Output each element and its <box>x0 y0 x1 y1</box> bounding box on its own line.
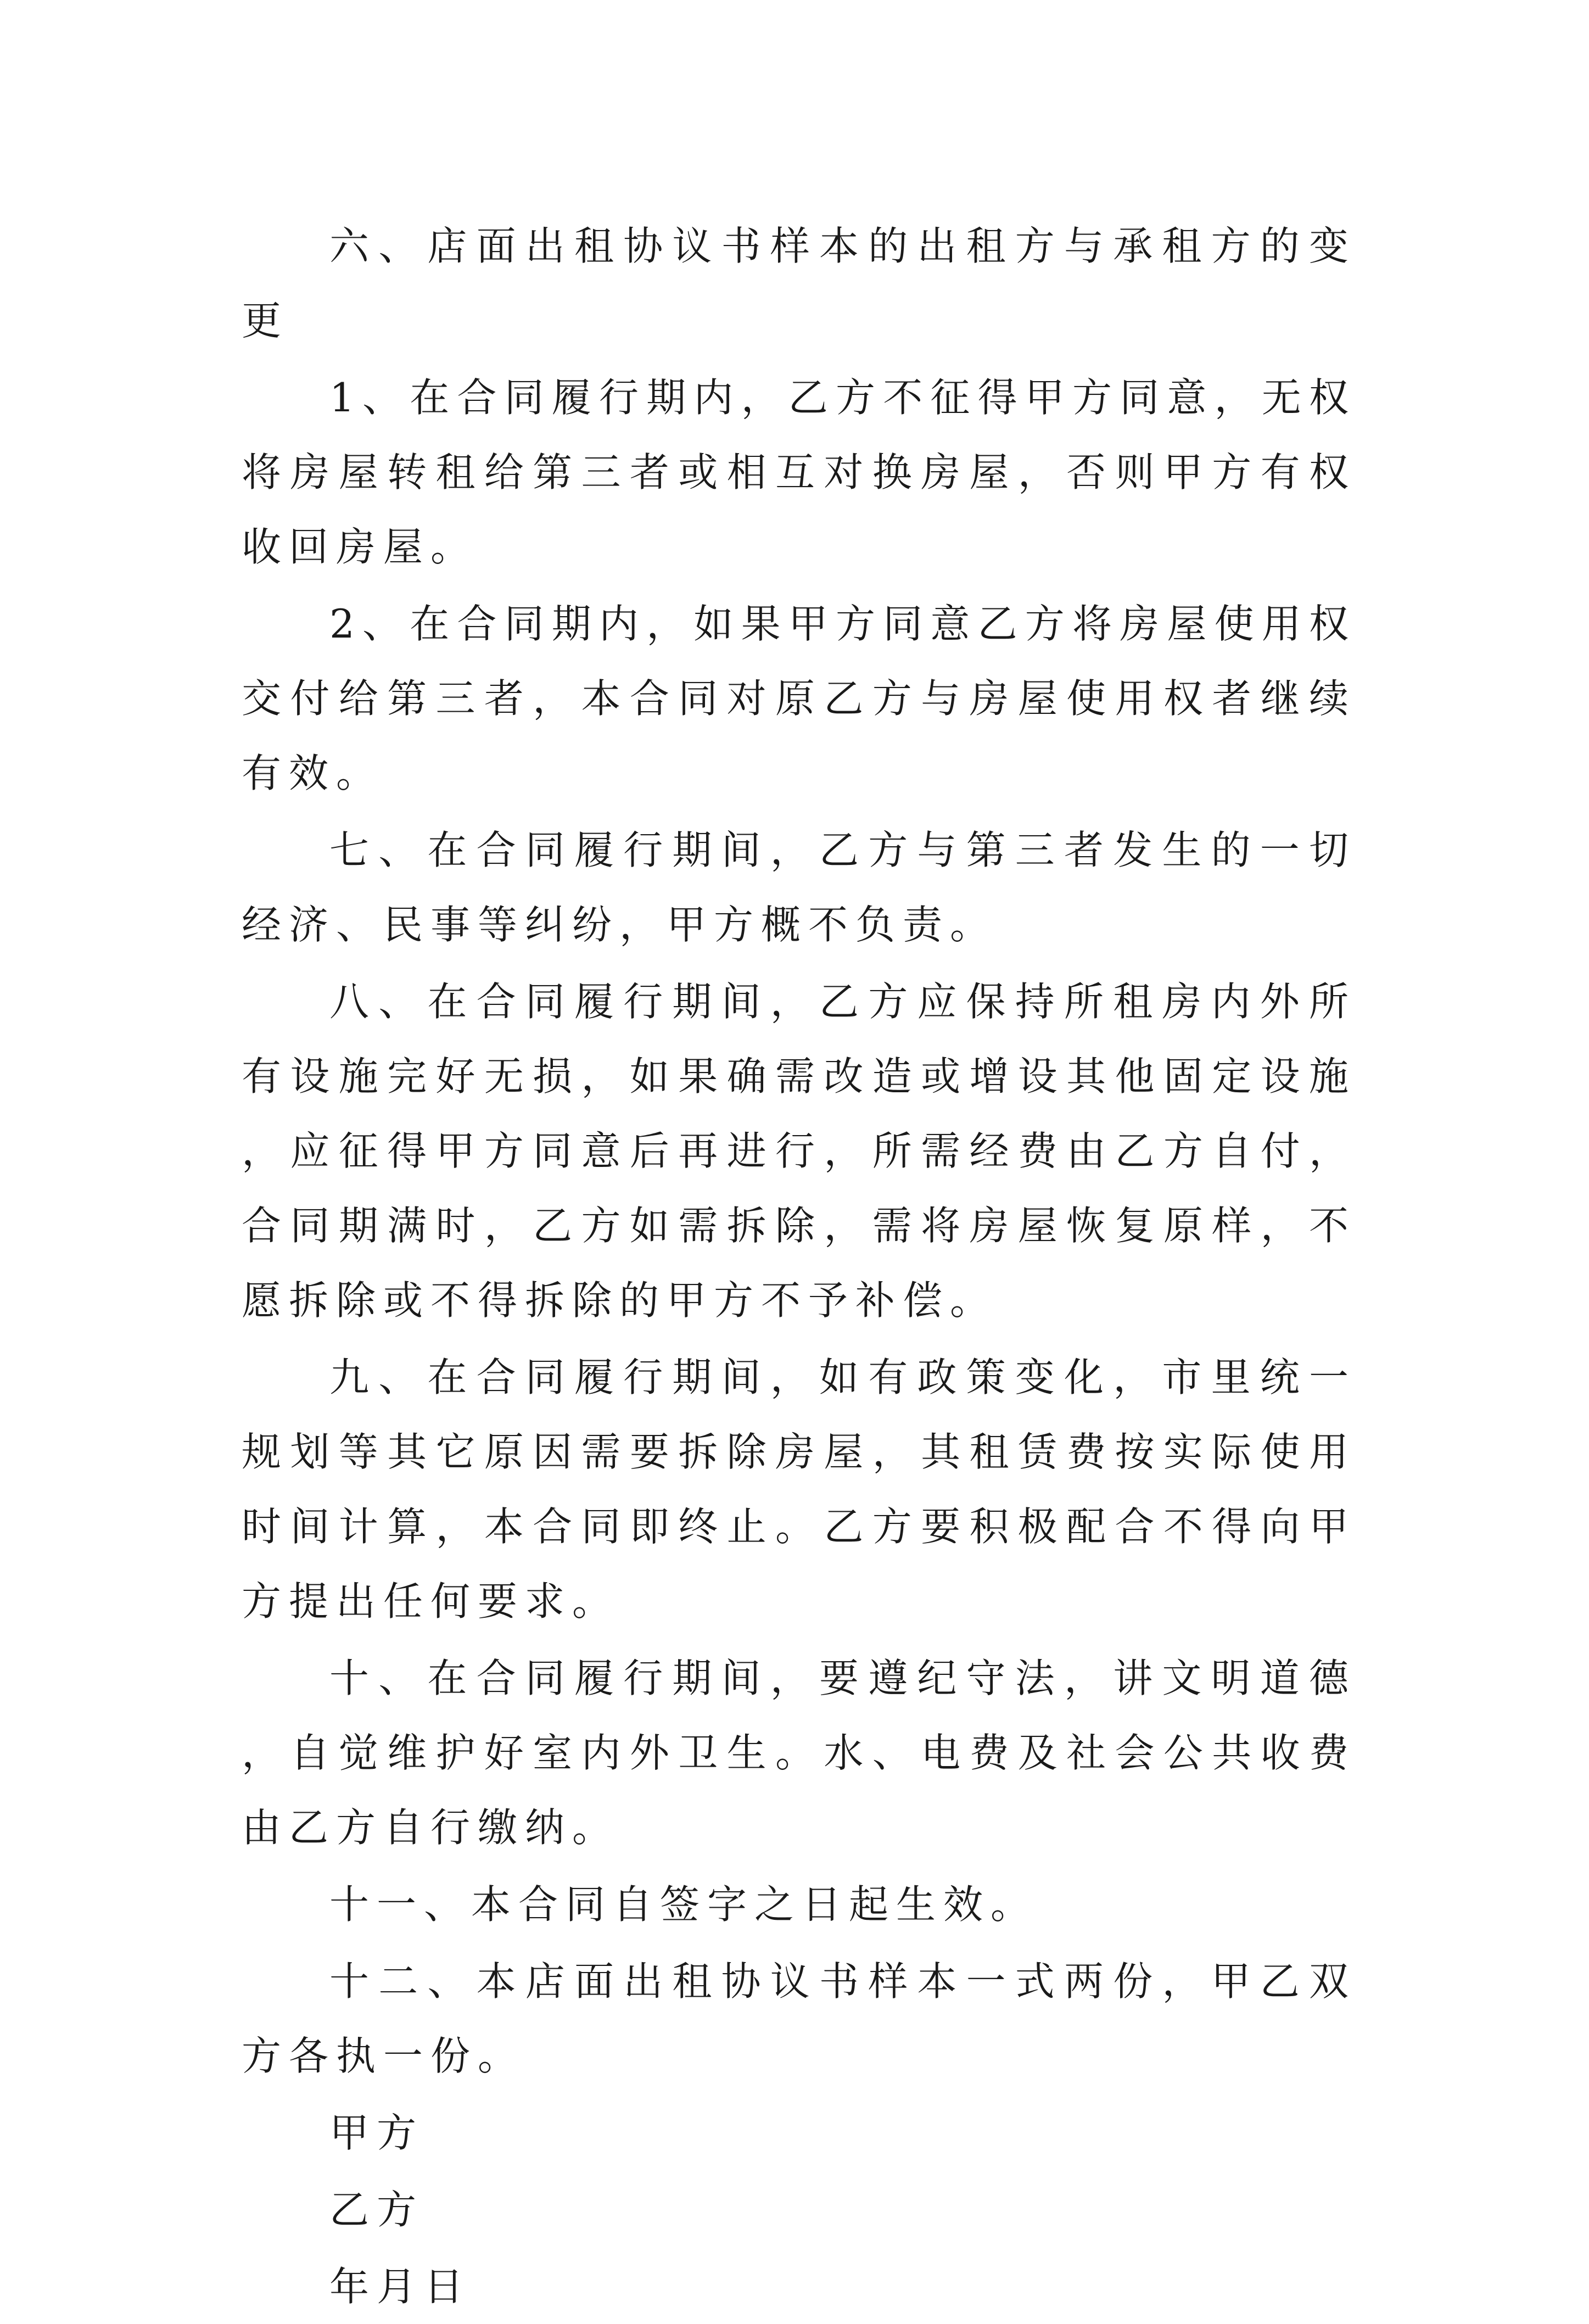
section-twelve: 十二、本店面出租协议书样本一式两份，甲乙双方各执一份。 <box>242 1958 1356 2079</box>
date-line: 年月日 <box>329 2264 472 2310</box>
party-b-signature-line: 乙方 <box>329 2187 424 2233</box>
clause-6-2: 2、在合同期内，如果甲方同意乙方将房屋使用权交付给第三者，本合同对原乙方与房屋使用权者继续有效。 <box>242 601 1356 796</box>
section-seven: 七、在合同履行期间，乙方与第三者发生的一切经济、民事等纠纷，甲方概不负责。 <box>242 827 1356 948</box>
document-body <box>242 209 1356 2324</box>
party-a-signature-line: 甲方 <box>329 2110 424 2156</box>
section-nine: 九、在合同履行期间，如有政策变化，市里统一规划等其它原因需要拆除房屋，其租赁费按实际使用时间计算，本合同即终止。乙方要积极配合不得向甲方提出任何要求。 <box>242 1354 1356 1624</box>
clause-6-1: 1、在合同履行期内，乙方不征得甲方同意，无权将房屋转租给第三者或相互对换房屋，否则甲方有权收回房屋。 <box>242 375 1356 570</box>
section-eight: 八、在合同履行期间，乙方应保持所租房内外所有设施完好无损，如果确需改造或增设其他固定设施，应征得甲方同意后再进行，所需经费由乙方自付，合同期满时，乙方如需拆除，需将房屋恢复原样，不愿拆除或不得拆除的甲方不予补偿。 <box>242 979 1356 1323</box>
section-ten: 十、在合同履行期间，要遵纪守法，讲文明道德，自觉维护好室内外卫生。水、电费及社会公共收费由乙方自行缴纳。 <box>242 1655 1356 1851</box>
section-eleven: 十一、本合同自签字之日起生效。 <box>329 1881 1038 1928</box>
section-six-heading: 六、店面出租协议书样本的出租方与承租方的变更 <box>242 223 1356 344</box>
